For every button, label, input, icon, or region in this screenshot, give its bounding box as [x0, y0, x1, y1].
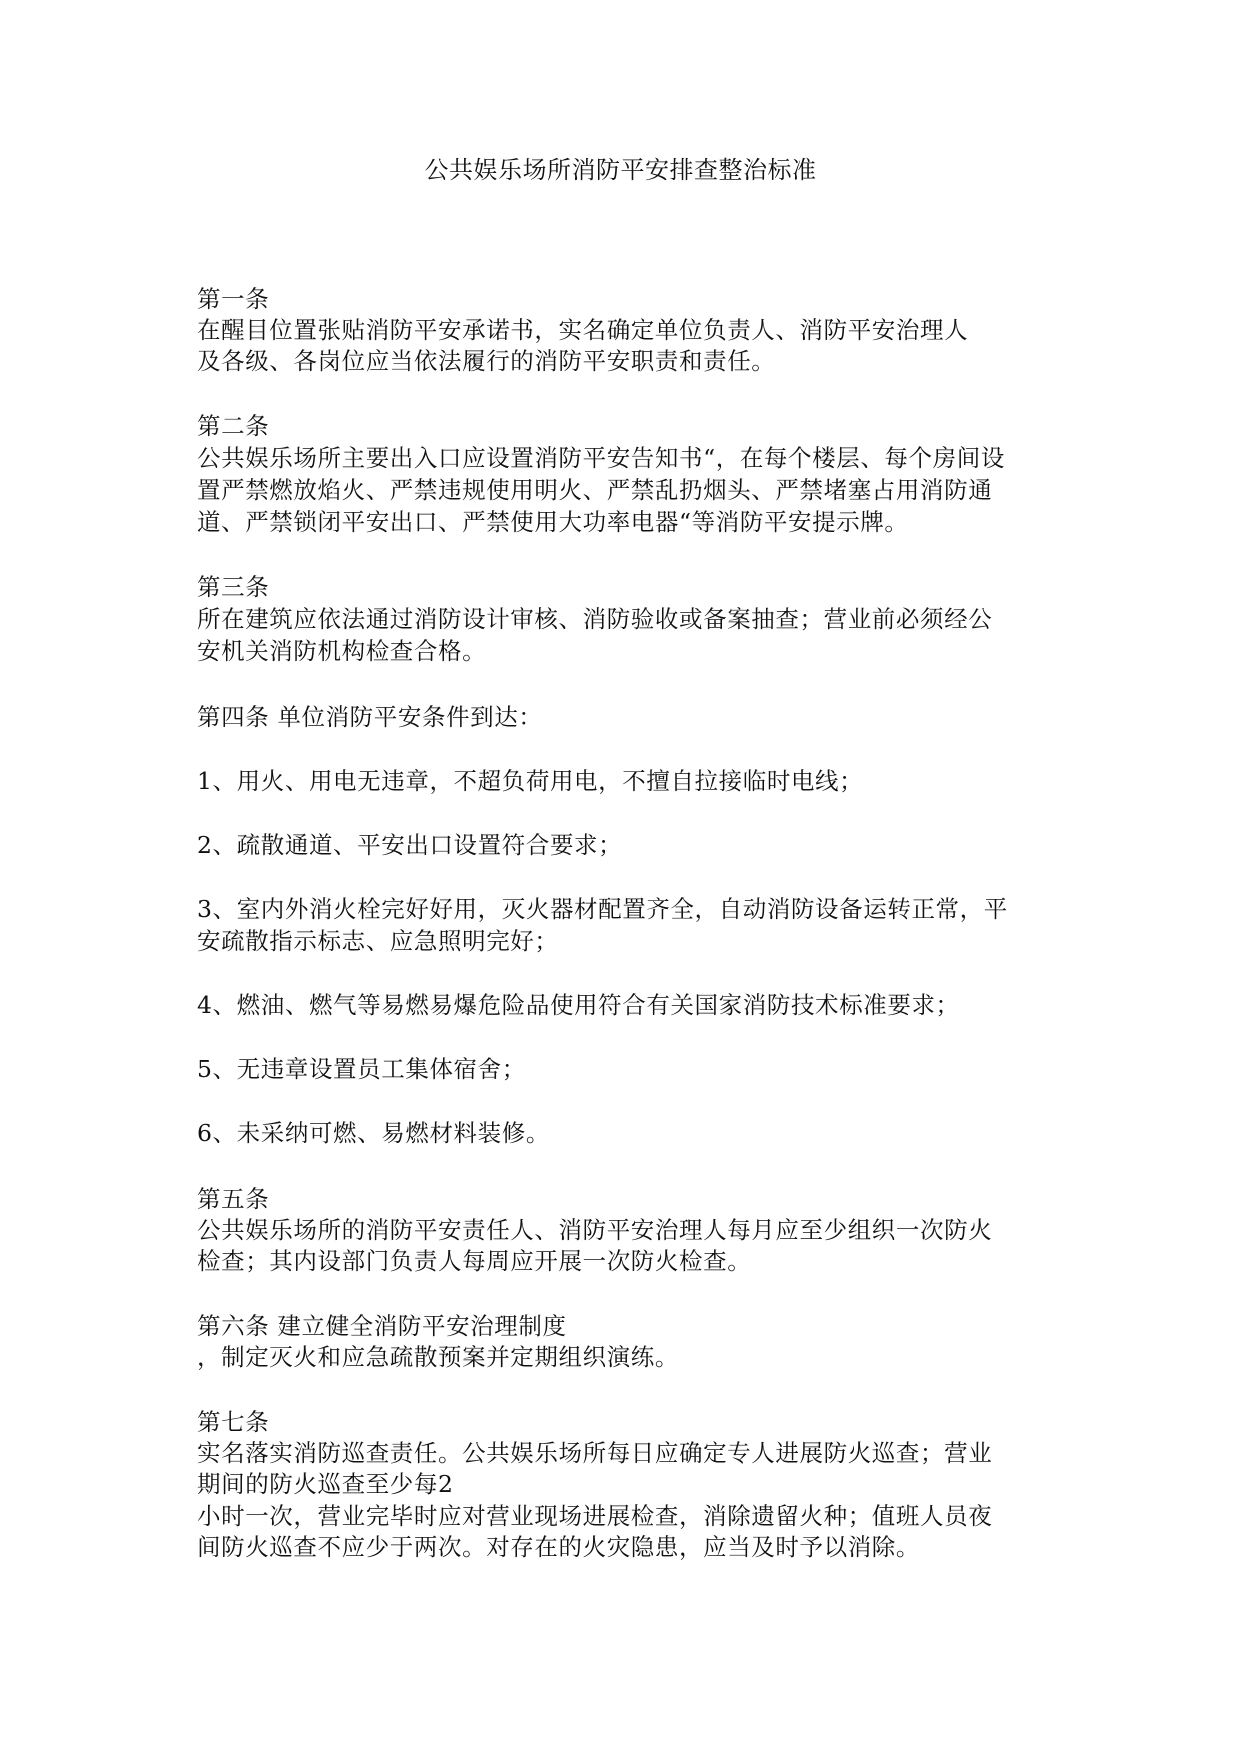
article-3-line: 所在建筑应依法通过消防设计审核、消防验收或备案抽查；营业前必须经公	[197, 605, 993, 633]
article-7-line: 期间的防火巡查至少每2	[197, 1470, 454, 1498]
article-2-heading: 第二条	[197, 412, 270, 440]
article-3-heading: 第三条	[197, 573, 270, 601]
article-6-heading: 第六条 建立健全消防平安治理制度	[197, 1312, 567, 1340]
article-2-line: 置严禁燃放焰火、严禁违规使用明火、严禁乱扔烟头、严禁堵塞占用消防通	[197, 476, 993, 504]
article-6-line: ，制定灭火和应急疏散预案并定期组织演练。	[197, 1343, 679, 1371]
article-7-line: 小时一次，营业完毕时应对营业现场进展检查，消除遗留火种；值班人员夜	[197, 1502, 993, 1530]
article-5-heading: 第五条	[197, 1185, 270, 1213]
article-4-heading: 第四条 单位消防平安条件到达：	[197, 703, 543, 731]
article-5-line: 检查；其内设部门负责人每周应开展一次防火检查。	[197, 1247, 752, 1275]
article-4-item: 5、无违章设置员工集体宿舍；	[197, 1055, 526, 1083]
article-2-line: 公共娱乐场所主要出入口应设置消防平安告知书“，在每个楼层、每个房间设	[197, 444, 1005, 472]
article-7-line: 实名落实消防巡查责任。公共娱乐场所每日应确定专人进展防火巡查；营业	[197, 1439, 993, 1467]
article-2-line: 道、严禁锁闭平安出口、严禁使用大功率电器“等消防平安提示牌。	[197, 508, 909, 536]
document-title: 公共娱乐场所消防平安排查整治标准	[424, 156, 817, 184]
article-4-item: 4、燃油、燃气等易燃易爆危险品使用符合有关国家消防技术标准要求；	[197, 991, 960, 1019]
article-3-line: 安机关消防机构检查合格。	[197, 637, 487, 665]
article-7-heading: 第七条	[197, 1408, 270, 1436]
article-4-item: 3、室内外消火栓完好好用，灭火器材配置齐全，自动消防设备运转正常，平	[197, 895, 1008, 923]
article-4-item: 安疏散指示标志、应急照明完好；	[197, 927, 559, 955]
article-5-line: 公共娱乐场所的消防平安责任人、消防平安治理人每月应至少组织一次防火	[197, 1216, 993, 1244]
article-4-item: 6、未采纳可燃、易燃材料装修。	[197, 1119, 550, 1147]
article-4-item: 2、疏散通道、平安出口设置符合要求；	[197, 831, 623, 859]
article-4-item: 1、用火、用电无违章，不超负荷用电，不擅自拉接临时电线；	[197, 767, 864, 795]
article-1-line: 在醒目位置张贴消防平安承诺书，实名确定单位负责人、消防平安治理人	[197, 316, 969, 344]
article-1-line: 及各级、各岗位应当依法履行的消防平安职责和责任。	[197, 347, 776, 375]
article-7-line: 间防火巡查不应少于两次。对存在的火灾隐患，应当及时予以消除。	[197, 1533, 920, 1561]
article-1-heading: 第一条	[197, 285, 270, 313]
